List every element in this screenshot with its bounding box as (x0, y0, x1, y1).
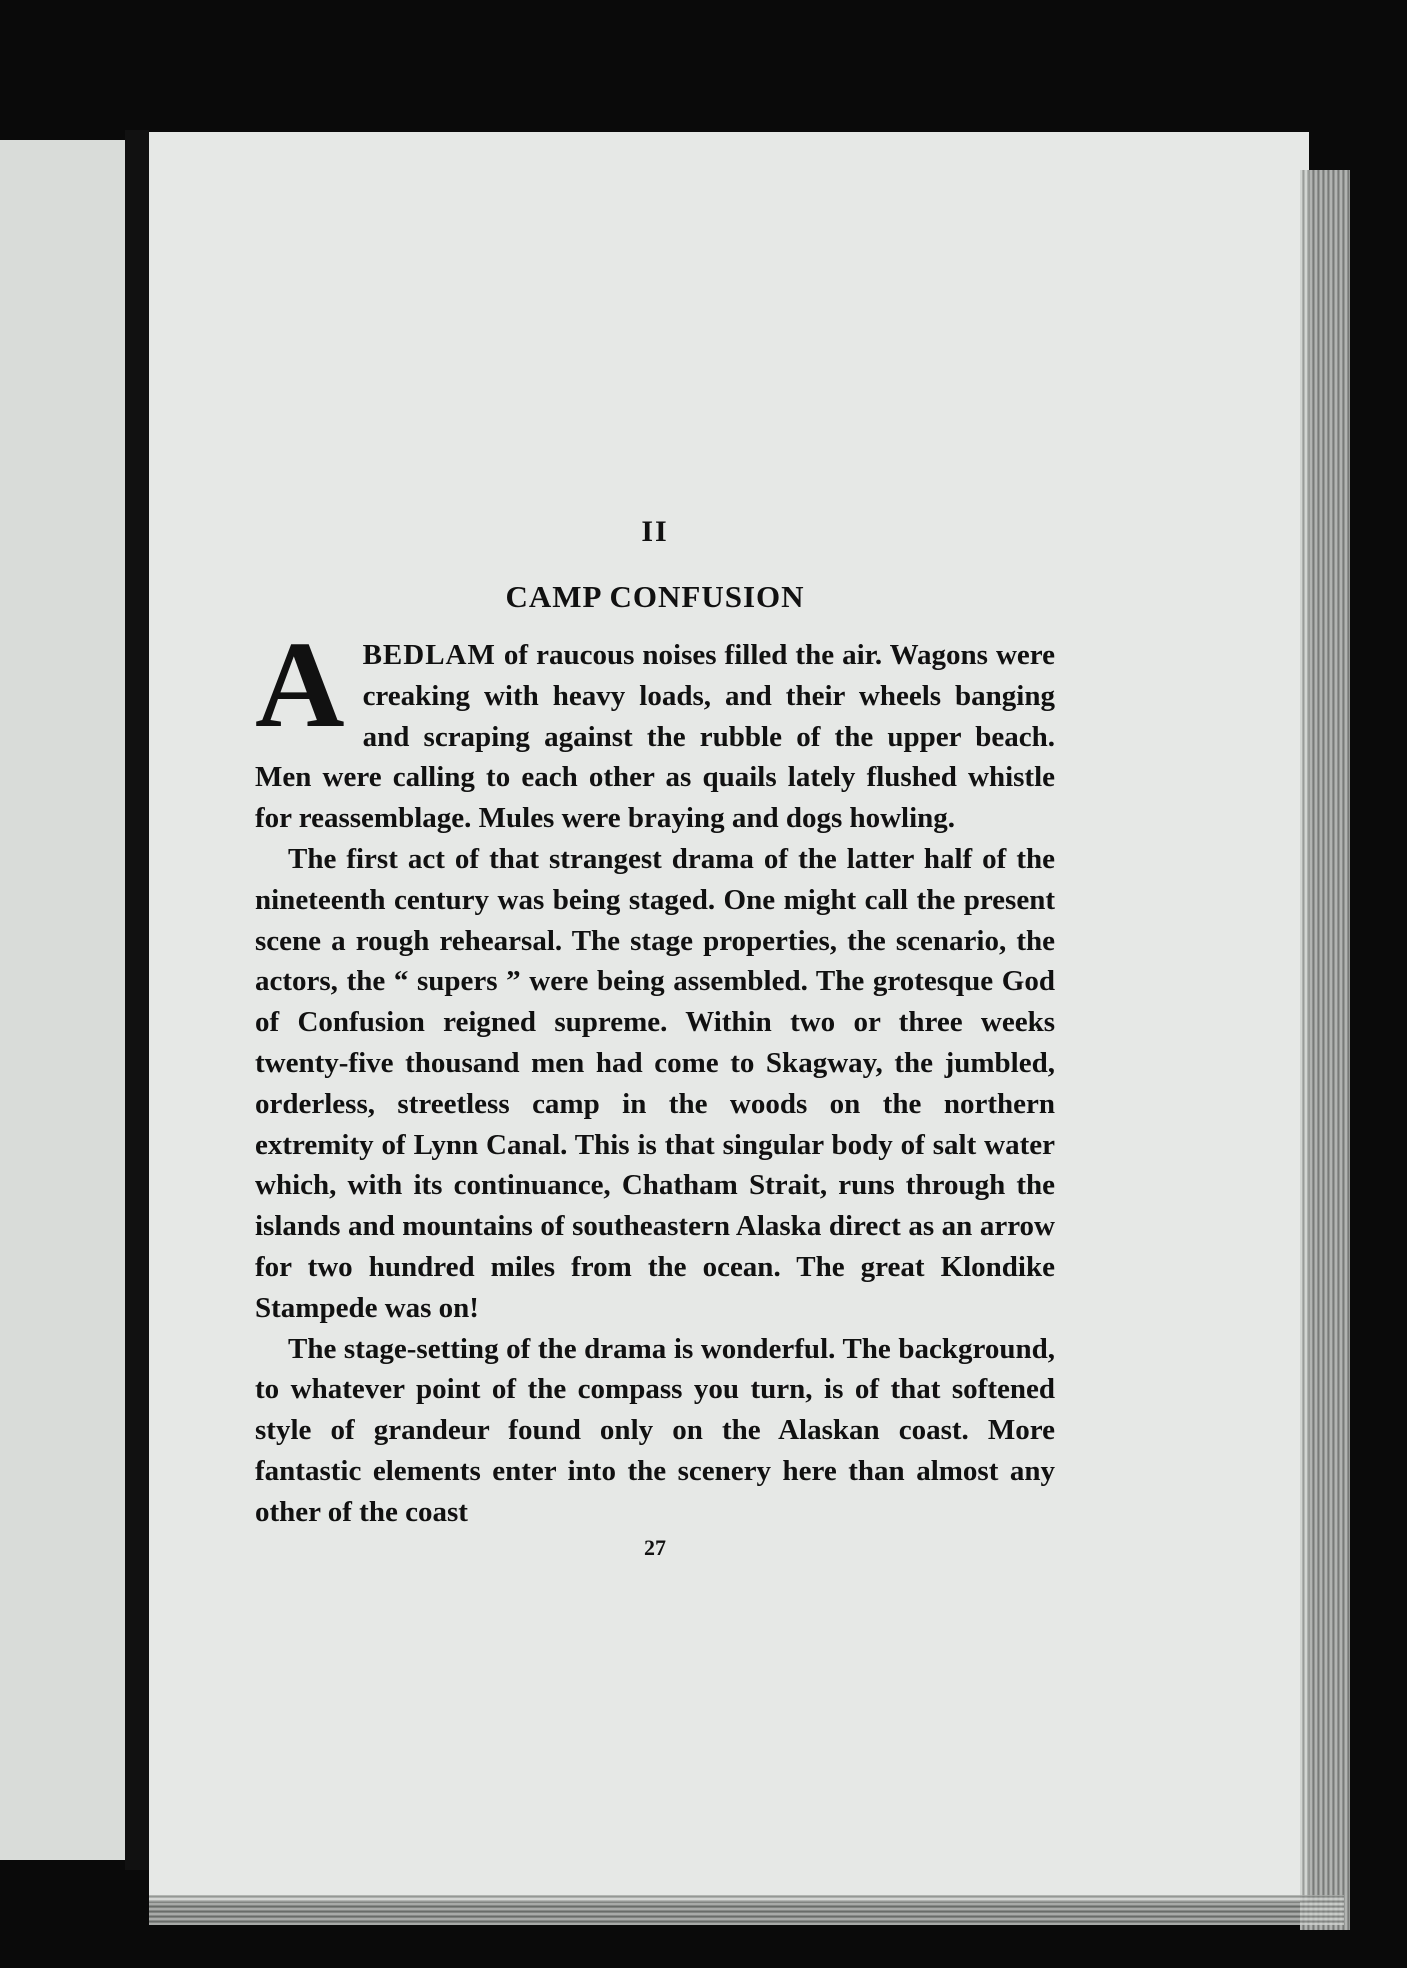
page-stack-edge (1300, 170, 1350, 1930)
previous-page-edge (0, 140, 125, 1860)
page-text (255, 515, 1055, 1561)
page-stack-bottom (149, 1895, 1344, 1925)
paragraph-lead-word: BEDLAM (362, 639, 496, 671)
paragraph-1 (255, 616, 1055, 839)
book-gutter (125, 130, 149, 1870)
chapter-title: CAMP CONFUSION (505, 579, 805, 614)
page-number: 27 (644, 1534, 666, 1560)
paragraph-2: The first act of that strangest drama of the latter half of the nineteenth century was being staged. One might call the present scene a rough rehearsal. The stage properties, the scenario, the actors, the “ supers ” were being assembled. The grotesque God of Confusion reigned supreme. Within two or three weeks twenty-five thousand men had come to Skagway, the jumbled, orderless, streetless camp in the woods on the northern extremity of Lynn Canal. This is that singular body of salt water which, with its continuance, Chatham Strait, runs through the islands and mountains of southeastern Alaska direct as an arrow for two hundred miles from the ocean. The great Klondike Stampede was on! (255, 842, 1055, 1324)
drop-cap: A (255, 616, 345, 753)
chapter-number: II (641, 515, 669, 548)
paragraph-1-text: of raucous noises filled the air. Wagons were creaking with heavy loads, and their wheels banging and scraping against the rubble of the upper beach. Men were calling to each other as quails lately flushed whistle for reassemblage. Mules were braying and dogs howling. (255, 639, 1055, 835)
paragraph-3: The stage-setting of the drama is wonderful. The background, to whatever point of the compass you turn, is of that softened style of grandeur found only on the Alaskan coast. More fantastic elements enter into the scenery here than almost any other of the coast (255, 1332, 1055, 1528)
